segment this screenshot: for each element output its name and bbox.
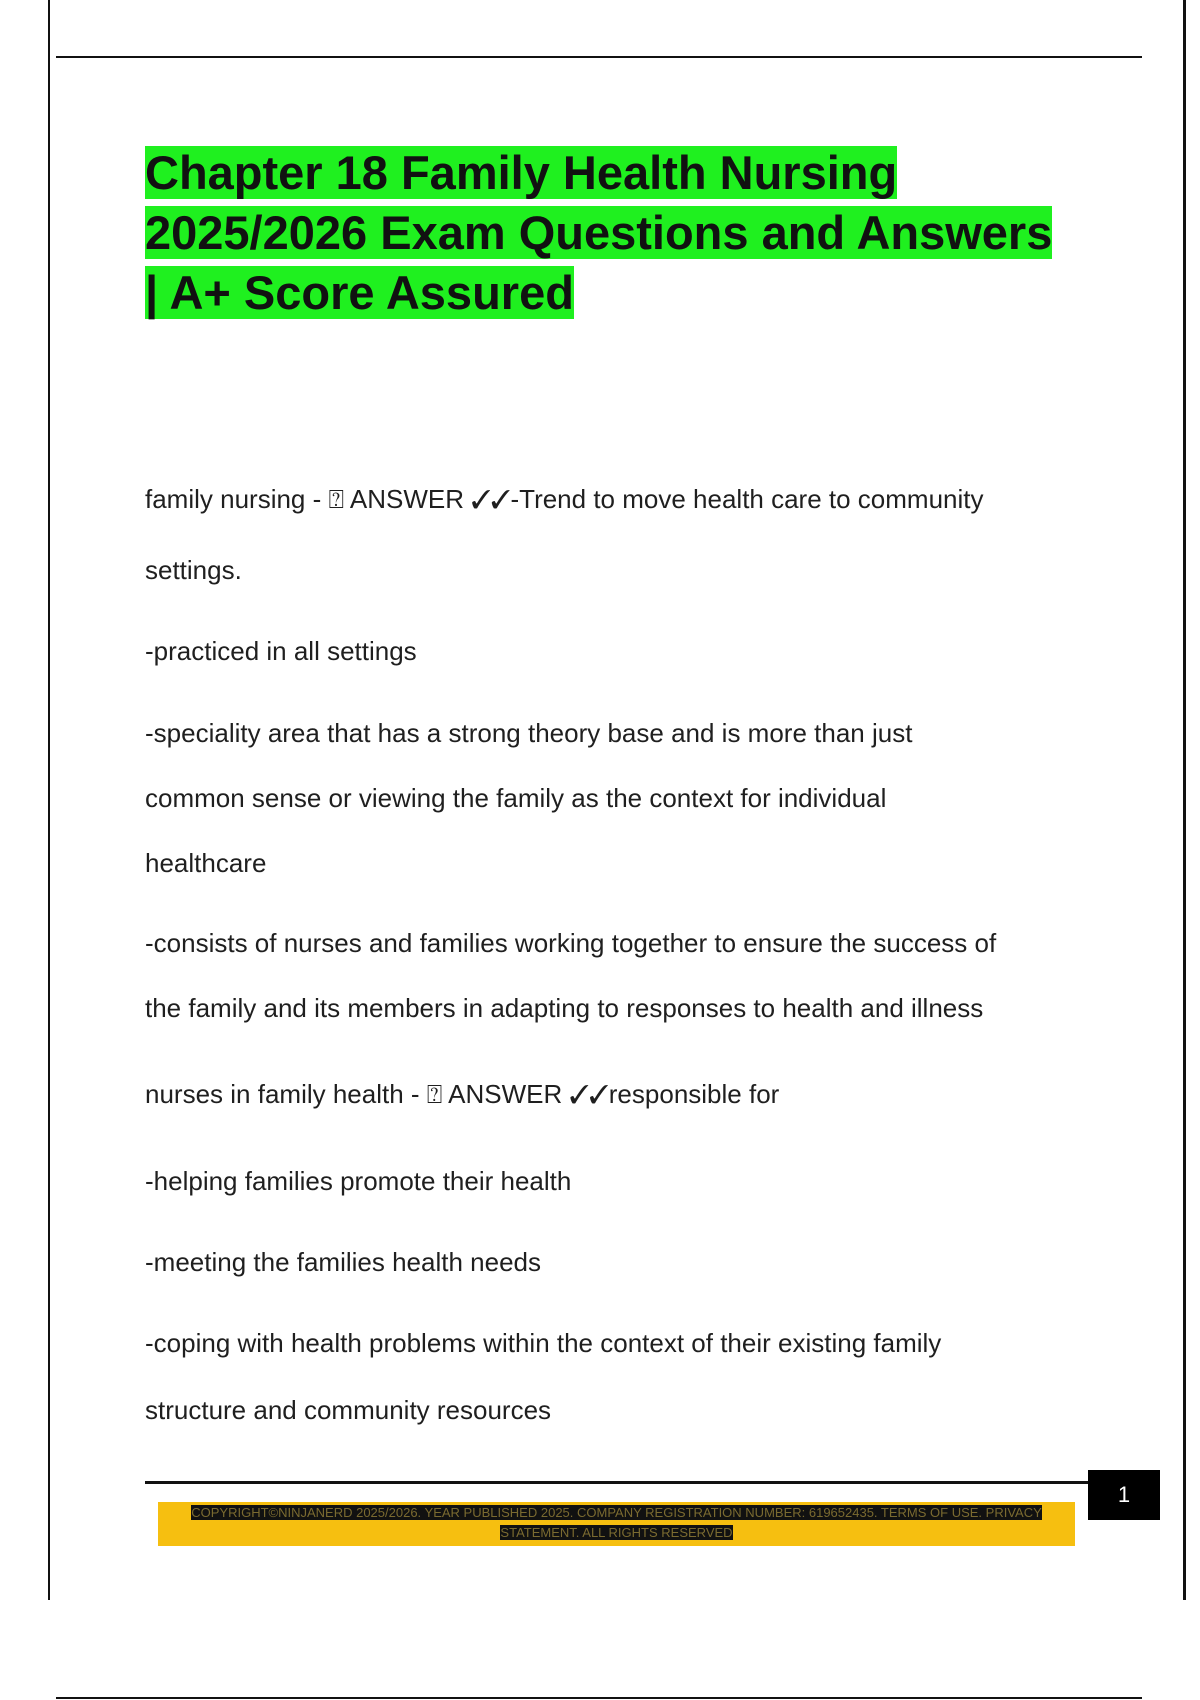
copyright-line-2: STATEMENT. ALL RIGHTS RESERVED [500, 1525, 733, 1540]
title-line-2: 2025/2026 Exam Questions and Answers [145, 206, 1053, 259]
answer-line: healthcare [145, 848, 267, 878]
page-border-left [48, 0, 50, 1600]
footer-rule [145, 1481, 1090, 1484]
next-page-top-rule [56, 1697, 1142, 1699]
answer-line: -practiced in all settings [145, 636, 417, 666]
page-border-right [1183, 0, 1186, 1600]
copyright-notice [170, 1503, 1063, 1543]
answer-line: -helping families promote their health [145, 1166, 572, 1196]
answer-line: common sense or viewing the family as the context for individual [145, 783, 887, 813]
answer-line: -meeting the families health needs [145, 1247, 542, 1277]
title-line-1: Chapter 18 Family Health Nursing [145, 146, 898, 199]
answer-line: settings. [145, 555, 242, 585]
answer-line: -coping with health problems within the context of their existing family [145, 1328, 942, 1358]
document-title [145, 143, 1085, 323]
answer-line: the family and its members in adapting to responses to health and illness [145, 993, 984, 1023]
question-nurses-in-family-health: nurses in family health - ⍰ ANSWER ✓✓responsible for [145, 1079, 780, 1109]
answer-line: structure and community resources [145, 1395, 552, 1425]
answer-line: -speciality area that has a strong theory base and is more than just [145, 718, 913, 748]
header-rule [56, 56, 1142, 58]
question-family-nursing: family nursing - ⍰ ANSWER ✓✓-Trend to move health care to community [145, 484, 984, 514]
page-number: 1 [1088, 1470, 1160, 1520]
copyright-line-1: COPYRIGHT©NINJANERD 2025/2026. YEAR PUBLISHED 2025. COMPANY REGISTRATION NUMBER: 619652435. TERMS OF USE. PRIVACY [191, 1505, 1042, 1520]
title-line-3: | A+ Score Assured [145, 266, 574, 319]
answer-line: -consists of nurses and families working together to ensure the success of [145, 928, 997, 958]
